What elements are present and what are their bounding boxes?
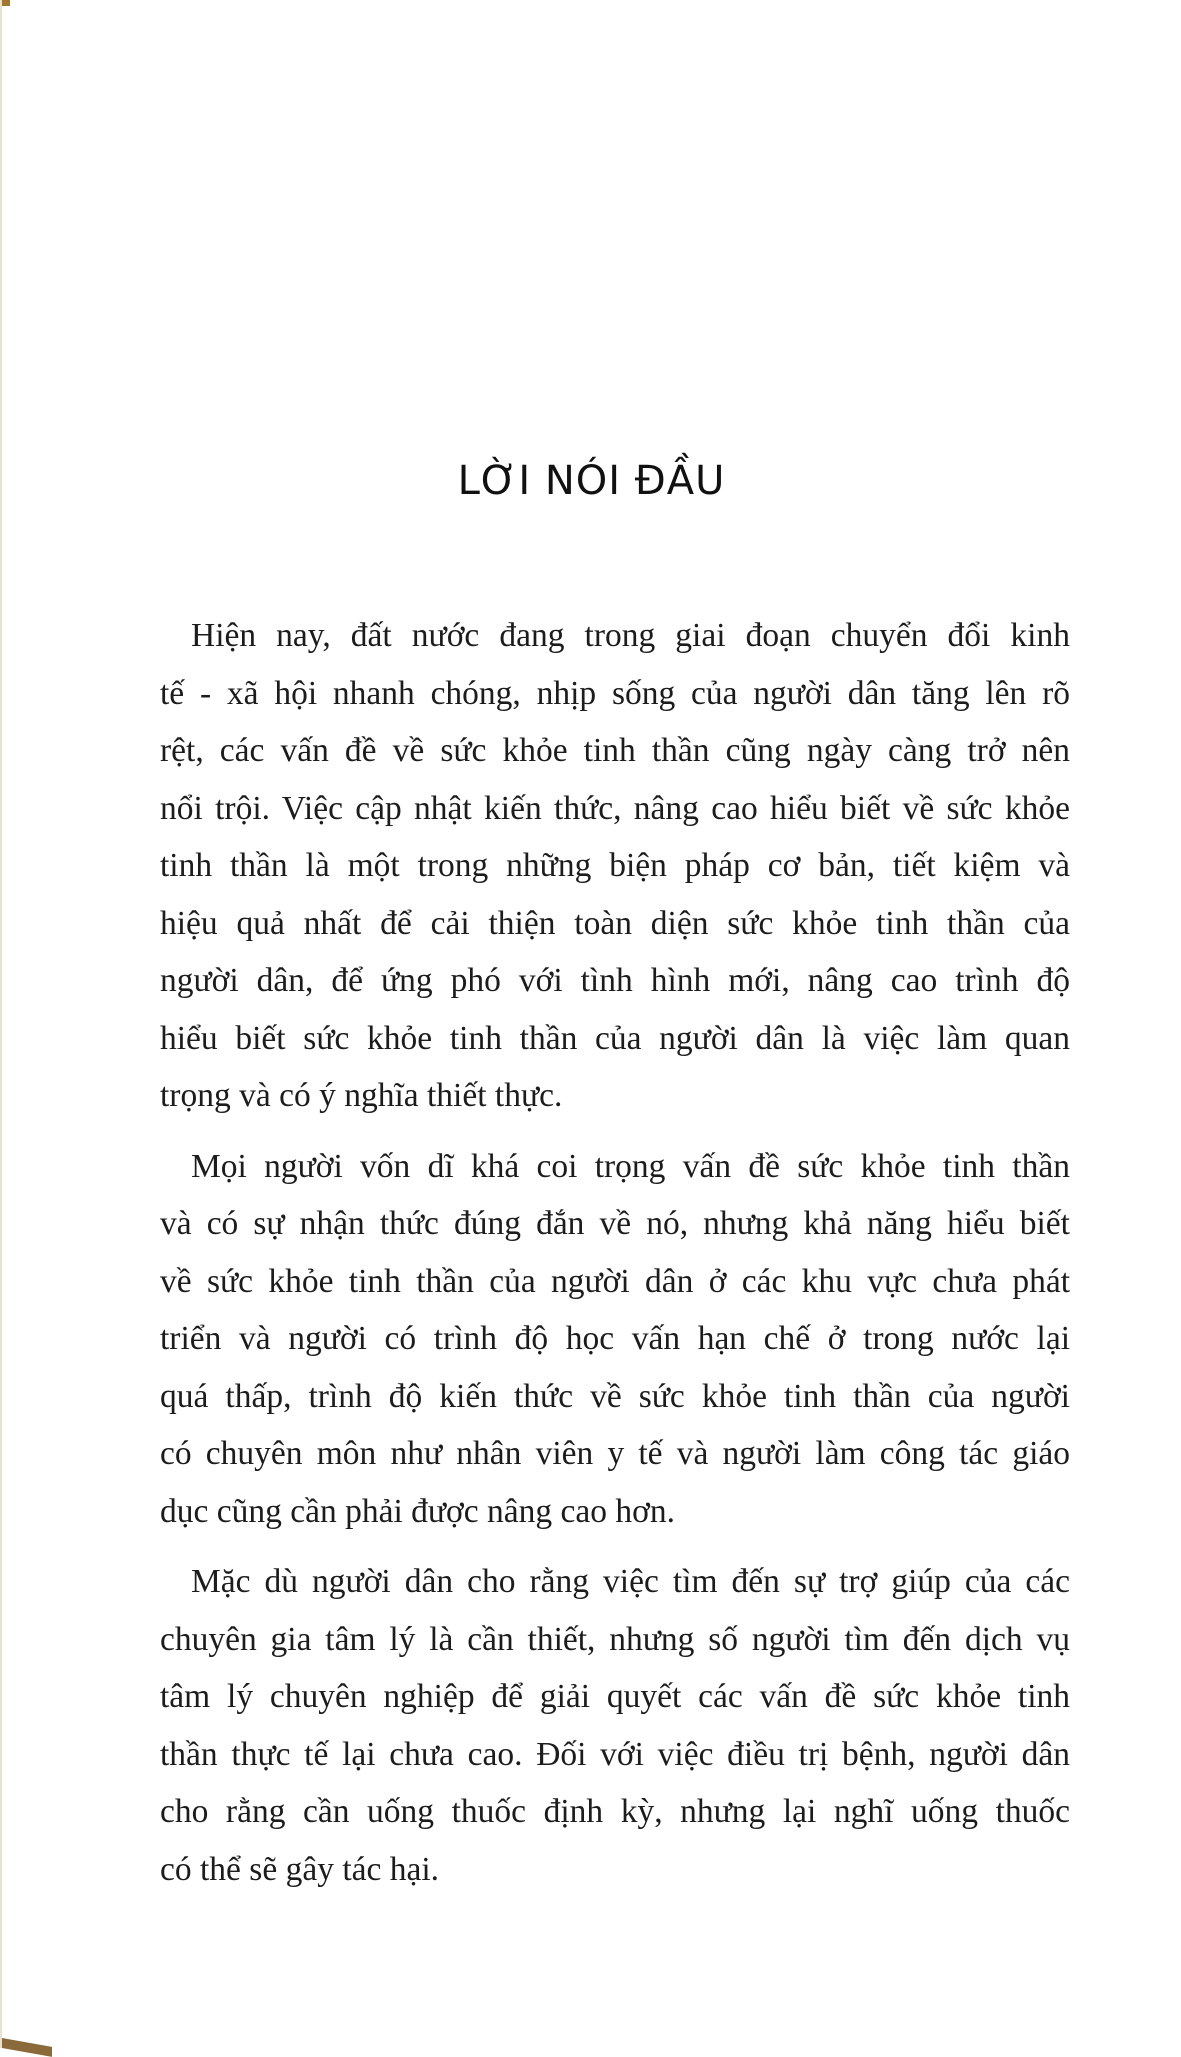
text-line: thần thực tế lại chưa cao. Đối với việc điều trị bệnh, người dân xyxy=(160,1735,1070,1773)
body-text xyxy=(160,607,1070,1911)
text-line: chuyên gia tâm lý là cần thiết, nhưng số người tìm đến dịch vụ xyxy=(160,1620,1070,1658)
page-title: LỜI NÓI ĐẦU xyxy=(457,458,726,504)
text-line: tế - xã hội nhanh chóng, nhịp sống của người dân tăng lên rõ xyxy=(160,674,1070,712)
text-line: nổi trội. Việc cập nhật kiến thức, nâng cao hiểu biết về sức khỏe xyxy=(160,789,1070,827)
text-line: có thể sẽ gây tác hại. xyxy=(160,1850,440,1888)
text-line: rệt, các vấn đề về sức khỏe tinh thần cũng ngày càng trở nên xyxy=(160,732,1070,769)
text-line: quá thấp, trình độ kiến thức về sức khỏe tinh thần của người xyxy=(160,1377,1070,1415)
text-line: hiệu quả nhất để cải thiện toàn diện sức khỏe tinh thần của xyxy=(160,904,1070,942)
text-line: Mặc dù người dân cho rằng việc tìm đến sự trợ giúp của các xyxy=(191,1563,1070,1600)
text-line: dục cũng cần phải được nâng cao hơn. xyxy=(160,1492,675,1530)
text-line: Mọi người vốn dĩ khá coi trọng vấn đề sức khỏe tinh thần xyxy=(191,1147,1070,1185)
text-line: tâm lý chuyên nghiệp để giải quyết các vấn đề sức khỏe tinh xyxy=(160,1678,1070,1715)
text-line: trọng và có ý nghĩa thiết thực. xyxy=(160,1077,563,1114)
text-line: hiểu biết sức khỏe tinh thần của người dân là việc làm quan xyxy=(160,1019,1070,1057)
paragraph-3 xyxy=(160,1553,1070,1898)
paragraph-1 xyxy=(160,607,1070,1125)
text-line: có chuyên môn như nhân viên y tế và người làm công tác giáo xyxy=(160,1435,1070,1472)
text-line: Hiện nay, đất nước đang trong giai đoạn chuyển đổi kinh xyxy=(191,617,1070,654)
text-line: và có sự nhận thức đúng đắn về nó, nhưng khả năng hiểu biết xyxy=(160,1205,1070,1242)
text-line: triển và người có trình độ học vấn hạn chế ở trong nước lại xyxy=(160,1320,1070,1357)
text-line: về sức khỏe tinh thần của người dân ở các khu vực chưa phát xyxy=(160,1262,1070,1300)
paragraph-2 xyxy=(160,1138,1070,1541)
page-corner-bottom xyxy=(2,2038,52,2057)
text-line: tinh thần là một trong những biện pháp cơ bản, tiết kiệm và xyxy=(160,847,1070,884)
text-line: người dân, để ứng phó với tình hình mới, nâng cao trình độ xyxy=(160,962,1070,999)
text-line: cho rằng cần uống thuốc định kỳ, nhưng lại nghĩ uống thuốc xyxy=(160,1793,1070,1830)
page-corner-top xyxy=(2,0,10,6)
